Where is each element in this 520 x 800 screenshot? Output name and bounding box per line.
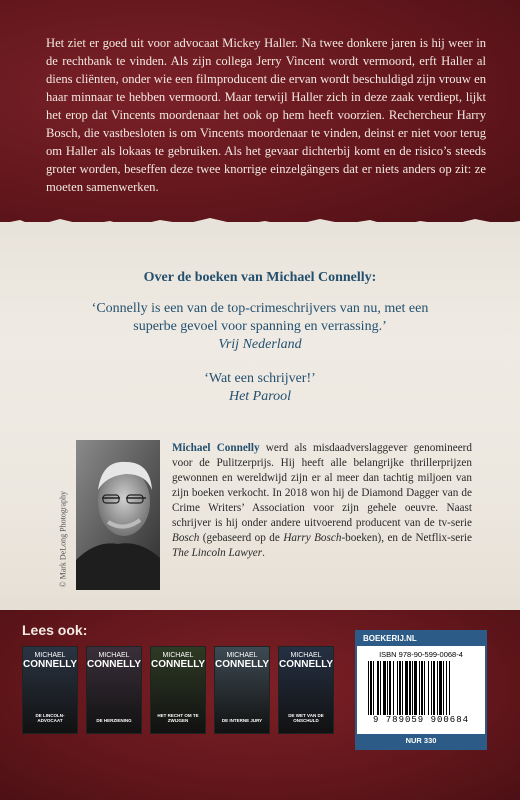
book-title: HET RECHT OM TE ZWIJGEN bbox=[157, 713, 199, 723]
ean-digits: 9 789059 900684 bbox=[372, 715, 469, 725]
bio-part-1: werd als misdaadverslaggever genomineerd voor de Pulitzerprijs. Hij heeft alle belangrijke thrillerprijzen gewonnen en wereldwijd zijn er al meer dan tachtig miljoen van zijn boeken verkocht. In 2018 won hij de Diamond Dagger van de Crime Writers’ Association voor zijn gehele oeuvre. Naast schrijver is hij onder andere uitvoerend producent van de tv-serie bbox=[172, 442, 472, 529]
review-quote-2 bbox=[0, 370, 520, 406]
book-title: DE LINCOLN-ADVOCAAT bbox=[35, 713, 65, 723]
book-author-last: CONNELLY bbox=[279, 659, 334, 670]
author-name: Michael Connelly bbox=[172, 442, 260, 454]
book-author-first: MICHAEL bbox=[98, 652, 130, 659]
bio-series-harry: Harry Bosch bbox=[283, 532, 342, 544]
barcode-box bbox=[355, 630, 487, 750]
reviews-title: Over de boeken van Michael Connelly: bbox=[143, 270, 377, 285]
photo-credit-text: © Mark DeLong Photography bbox=[58, 490, 68, 588]
bio-series-bosch: Bosch bbox=[172, 532, 200, 544]
author-bio bbox=[172, 441, 472, 561]
book-author-last: CONNELLY bbox=[23, 659, 78, 670]
author-photo bbox=[76, 440, 160, 590]
bio-part-3: -boeken), en de Netflix-serie bbox=[341, 532, 472, 544]
blurb-text: Het ziet er goed uit voor advocaat Mickey Haller. Na twee donkere jaren is hij weer in de rechtbank te vinden. Als zijn collega Jerry Vincent wordt vermoord, erft Haller al diens cliënten, onder wie een filmproducent die ervan wordt beschuldigd zijn vrouw en haar minnaar te hebben vermoord. Maar terwijl Haller zich in deze zaak verdiept, lijkt het erop dat Vincents moordenaar het ook op hem heeft voorzien. Rechercheur Harry Bosch, die vastbesloten is om Vincents moordenaar te vinden, deinst er niet voor terug om Haller als lokaas te gebruiken. Als het gevaar dichterbij komt en de risico’s steeds groter worden, beseffen deze twee knorrige einzelgängers dat er niets anders op zit: ze moeten samenwerken. bbox=[46, 36, 486, 194]
book-author-last: CONNELLY bbox=[215, 659, 270, 670]
quote-text-1: ‘Connelly is een van de top-crimeschrijvers van nu, met een superbe gevoel voor spanning en verrassing.’ bbox=[91, 301, 429, 334]
quote-source-1: Vrij Nederland bbox=[218, 337, 302, 352]
book-cover-2[interactable] bbox=[86, 646, 142, 734]
book-author-last: CONNELLY bbox=[151, 659, 206, 670]
barcode-bars bbox=[366, 661, 476, 715]
book-cover-3[interactable] bbox=[150, 646, 206, 734]
lees-ook-label: Lees ook: bbox=[22, 622, 88, 638]
book-author-first: MICHAEL bbox=[34, 652, 66, 659]
torn-edge-top bbox=[0, 214, 520, 234]
book-cover-5[interactable] bbox=[278, 646, 334, 734]
book-author-first: MICHAEL bbox=[226, 652, 258, 659]
photo-credit bbox=[52, 440, 72, 590]
bio-part-2: (gebaseerd op de bbox=[199, 532, 284, 544]
quote-text-2: ‘Wat een schrijver!’ bbox=[204, 371, 316, 386]
book-author-first: MICHAEL bbox=[162, 652, 194, 659]
bio-part-4: . bbox=[262, 547, 265, 559]
book-title: DE WET VAN DE ONSCHULD bbox=[288, 713, 324, 723]
nur-label: NUR 330 bbox=[357, 734, 485, 748]
book-author-last: CONNELLY bbox=[87, 659, 142, 670]
review-quote-1 bbox=[0, 300, 520, 354]
quote-source-2: Het Parool bbox=[228, 389, 292, 404]
book-author-first: MICHAEL bbox=[290, 652, 322, 659]
isbn-text: ISBN 978-90-599-0068-4 bbox=[379, 650, 463, 659]
bio-series-lawyer: The Lincoln Lawyer bbox=[172, 547, 263, 559]
publisher-label: BOEKERIJ.NL bbox=[357, 632, 485, 646]
book-title: DE HERZIENING bbox=[96, 718, 132, 723]
book-cover-1[interactable] bbox=[22, 646, 78, 734]
book-title: DE INTERNE JURY bbox=[221, 718, 263, 723]
book-cover-4[interactable] bbox=[214, 646, 270, 734]
